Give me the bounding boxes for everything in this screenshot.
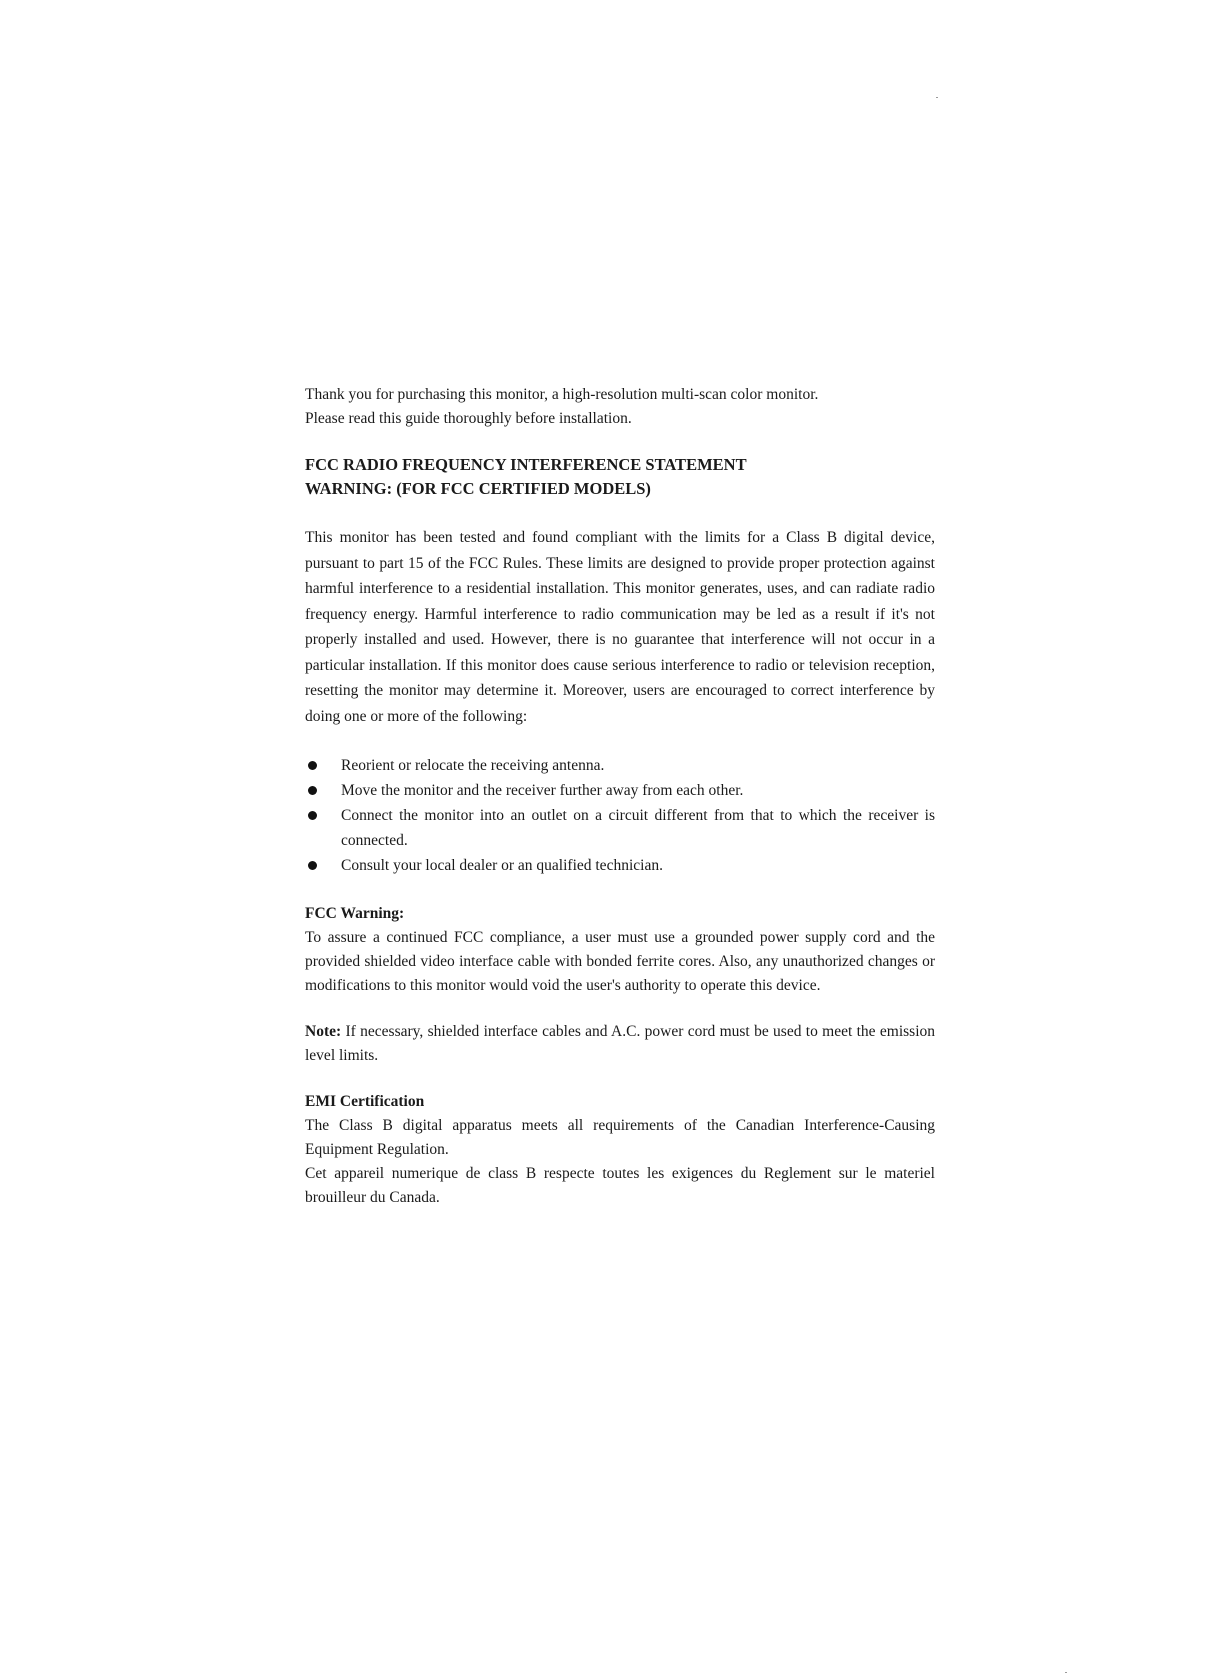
interference-remedies-list — [305, 753, 935, 878]
emi-section — [305, 1090, 935, 1210]
note-label: Note: — [305, 1023, 342, 1040]
emi-text-english: The Class B digital apparatus meets all requirements of the Canadian Interference-Causing Equipment Regulation. — [305, 1117, 935, 1158]
bullet-icon — [308, 811, 317, 820]
document-page — [305, 383, 935, 1232]
intro-line-2: Please read this guide thoroughly before installation. — [305, 410, 632, 427]
list-item — [305, 803, 935, 853]
emi-text-french: Cet appareil numerique de class B respecte toutes les exigences du Reglement sur le materiel brouilleur du Canada. — [305, 1165, 935, 1206]
intro-section — [305, 383, 935, 431]
fcc-warning-section — [305, 902, 935, 998]
list-item — [305, 778, 935, 803]
list-item-text: Move the monitor and the receiver further away from each other. — [341, 782, 744, 799]
fcc-heading-block — [305, 453, 935, 501]
fcc-statement-body: This monitor has been tested and found compliant with the limits for a Class B digital device, pursuant to part 15 of the FCC Rules. These limits are designed to provide proper protection against harmful interference to a residential installation. This monitor generates, uses, and can radiate radio frequency energy. Harmful interference to radio communication may be led as a result if it's not properly installed and used. However, there is no guarantee that interference will not occur in a particular installation. If this monitor does cause serious interference to radio or television reception, resetting the monitor may determine it. Moreover, users are encouraged to correct interference by doing one or more of the following: — [305, 529, 935, 725]
bullet-icon — [308, 761, 317, 770]
note-section — [305, 1020, 935, 1068]
fcc-warning-text: To assure a continued FCC compliance, a user must use a grounded power supply cord and the provided shielded video interface cable with bonded ferrite cores. Also, any unauthorized changes or modifications to this monitor would void the user's authority to operate this device. — [305, 929, 935, 994]
fcc-warning-subtitle: WARNING: (FOR FCC CERTIFIED MODELS) — [305, 479, 651, 498]
note-paragraph — [305, 1020, 935, 1068]
list-item-text: Consult your local dealer or an qualified technician. — [341, 857, 663, 874]
list-item — [305, 853, 935, 878]
fcc-warning-heading: FCC Warning: — [305, 905, 405, 922]
note-text: If necessary, shielded interface cables and A.C. power cord must be used to meet the emission level limits. — [305, 1023, 935, 1064]
fcc-statement-title: FCC RADIO FREQUENCY INTERFERENCE STATEMENT — [305, 455, 747, 474]
bullet-icon — [308, 786, 317, 795]
list-item — [305, 753, 935, 778]
emi-heading: EMI Certification — [305, 1093, 425, 1110]
bullet-icon — [308, 861, 317, 870]
list-item-text: Connect the monitor into an outlet on a circuit different from that to which the receiver is connected. — [341, 807, 935, 849]
list-item-text: Reorient or relocate the receiving antenna. — [341, 757, 605, 774]
intro-line-1: Thank you for purchasing this monitor, a high-resolution multi-scan color monitor. — [305, 386, 819, 403]
